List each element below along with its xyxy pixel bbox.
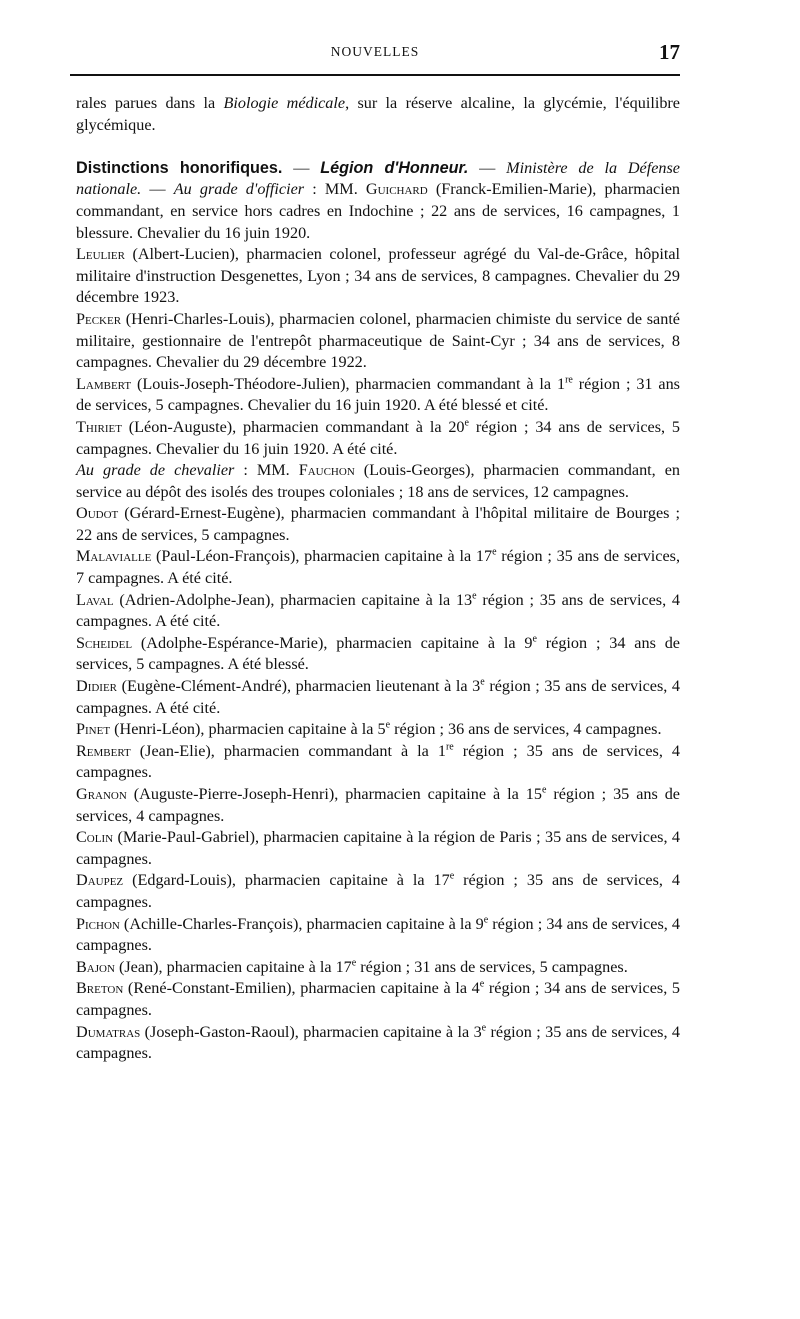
- person-details: région ; 35 ans de services, 4 campagnes.: [76, 1022, 680, 1063]
- ordinal-suffix: e: [472, 590, 477, 602]
- entry-paragraph: [76, 914, 680, 957]
- entry-paragraph: [76, 957, 680, 979]
- person-details: (Léon-Auguste), pharmacien commandant à la 20: [121, 417, 465, 436]
- person-details: (Albert-Lucien), pharmacien colonel, professeur agrégé du Val-de-Grâce, hôpital militaire d'instruction Desgenettes, Lyon ; 34 ans de services, 8 campagnes. Chevalier du 29 décembre 1923.: [76, 245, 680, 307]
- person-details: (Jean-Elie), pharmacien commandant à la 1: [130, 741, 446, 760]
- person-name: Dumatras: [76, 1022, 141, 1041]
- ordinal-suffix: e: [464, 417, 469, 429]
- section-distinctions: [76, 158, 680, 244]
- person-details: (Adrien-Adolphe-Jean), pharmacien capitaine à la 13: [113, 590, 473, 609]
- running-title: NOUVELLES: [330, 44, 420, 59]
- person-details: (René-Constant-Emilien), pharmacien capitaine à la 4: [123, 979, 480, 998]
- entry-paragraph: [76, 827, 680, 870]
- person-details: (Franck-Emilien-Marie), pharmacien commandant, en service hors cadres en Indochine ; 22 ans de services, 16 campagnes, 1 blessure. Chevalier du 16 juin 1920.: [76, 180, 680, 242]
- person-details: région ; 35 ans de services, 4 campagnes. A été cité.: [76, 590, 680, 631]
- mm-label: : MM.: [304, 180, 366, 199]
- entry-paragraph: [76, 590, 680, 633]
- person-details: (Gérard-Ernest-Eugène), pharmacien commandant à l'hôpital militaire de Bourges ; 22 ans de services, 5 campagnes.: [76, 504, 680, 544]
- intro-text: rales parues dans la: [76, 94, 224, 112]
- grade-chevalier: Au grade de chevalier: [76, 461, 235, 480]
- person-details: région ; 34 ans de services, 5 campagnes. Chevalier du 16 juin 1920. A été cité.: [76, 417, 680, 458]
- person-name: Fauchon: [298, 461, 355, 480]
- person-details: région ; 31 ans de services, 5 campagnes. Chevalier du 16 juin 1920. A été blessé et cité.: [76, 374, 680, 415]
- entry-paragraph: [76, 784, 680, 827]
- person-details: (Paul-Léon-François), pharmacien capitaine à la 17: [151, 547, 493, 566]
- person-name: Pichon: [76, 914, 120, 933]
- dash: —: [468, 158, 507, 177]
- person-details: (Louis-Joseph-Théodore-Julien), pharmacien commandant à la 1: [131, 374, 566, 393]
- page-number: 17: [659, 40, 680, 64]
- person-details: (Joseph-Gaston-Raoul), pharmacien capitaine à la 3: [140, 1022, 482, 1041]
- ordinal-suffix: e: [351, 957, 357, 969]
- mm-label: : MM.: [234, 461, 299, 480]
- person-details: région ; 35 ans de services, 4 campagnes.: [76, 741, 680, 782]
- person-details: (Marie-Paul-Gabriel), pharmacien capitaine à la région de Paris ; 35 ans de services, 4 campagnes.: [76, 828, 680, 868]
- ordinal-suffix: re: [445, 741, 454, 753]
- entry-paragraph: [76, 309, 680, 374]
- section-heading: Distinctions honorifiques.: [76, 158, 283, 177]
- person-name: Daupez: [76, 871, 124, 890]
- entry-paragraph: [76, 374, 680, 417]
- person-details: (Auguste-Pierre-Joseph-Henri), pharmacien capitaine à la 15: [126, 785, 542, 803]
- person-details: région ; 34 ans de services, 5 campagnes.: [76, 979, 681, 1019]
- spacer: [76, 136, 680, 158]
- person-details: région ; 35 ans de services, 4 campagnes.: [76, 871, 681, 911]
- person-details: (Edgard-Louis), pharmacien capitaine à la 17: [123, 871, 450, 890]
- ministry-heading: Ministère de la Défense nationale.: [76, 158, 680, 199]
- person-name: Colin: [76, 828, 114, 847]
- person-name: Guichard: [365, 180, 428, 199]
- person-name: Oudot: [76, 504, 119, 523]
- person-name: Leulier: [76, 245, 125, 264]
- ordinal-suffix: e: [449, 870, 455, 882]
- grade-officer: Au grade d'officier: [173, 180, 305, 199]
- entry-paragraph: [76, 546, 680, 589]
- ordinal-suffix: e: [532, 633, 537, 645]
- person-details: région ; 36 ans de services, 4 campagnes.: [390, 720, 662, 739]
- person-details: région ; 35 ans de services, 4 campagnes.: [76, 785, 680, 825]
- ordinal-suffix: e: [483, 914, 489, 926]
- entry-paragraph: [76, 676, 680, 719]
- journal-title: Biologie médicale: [223, 94, 346, 112]
- person-name: Malavialle: [76, 547, 152, 566]
- person-name: Granon: [76, 785, 127, 803]
- person-name: Pecker: [76, 309, 122, 328]
- entry-paragraph: [76, 1022, 680, 1065]
- ordinal-suffix: e: [492, 547, 497, 559]
- entry-paragraph: [76, 417, 680, 460]
- entry-paragraph: [76, 870, 680, 913]
- legion-heading: Légion d'Honneur.: [320, 158, 469, 177]
- person-details: (Henri-Léon), pharmacien capitaine à la 5: [110, 720, 386, 739]
- page-header: [70, 40, 680, 68]
- person-name: Pinet: [76, 720, 111, 739]
- ordinal-suffix: e: [385, 719, 391, 731]
- person-details: région ; 34 ans de services, 5 campagnes. A été blessé.: [76, 633, 680, 674]
- person-details: région ; 31 ans de services, 5 campagnes.: [356, 957, 628, 976]
- entry-paragraph: [76, 978, 680, 1021]
- ordinal-suffix: re: [565, 374, 573, 386]
- person-details: (Henri-Charles-Louis), pharmacien colonel, pharmacien chimiste du service de santé militaire, gestionnaire de l'entrepôt pharmaceutique de Saint-Cyr ; 34 ans de services, 8 campagnes. Chevalier du 29 décembre 1922.: [76, 309, 680, 372]
- entry-paragraph: [76, 633, 680, 676]
- ordinal-suffix: e: [541, 784, 547, 796]
- person-details: région ; 34 ans de services, 4 campagnes.: [76, 914, 680, 955]
- page-body: [76, 93, 680, 1065]
- header-rule: [70, 74, 680, 76]
- entry-paragraph: [76, 719, 680, 741]
- person-details: (Adolphe-Espérance-Marie), pharmacien capitaine à la 9: [132, 633, 533, 652]
- dash: —: [141, 180, 174, 199]
- intro-text-end: , sur la réserve alcaline, la glycémie, l'équilibre glycémique.: [76, 94, 680, 134]
- person-name: Rembert: [76, 741, 131, 760]
- person-name: Breton: [76, 979, 124, 998]
- entry-paragraph: [76, 460, 680, 503]
- dash: —: [282, 158, 321, 177]
- person-name: Laval: [76, 590, 114, 609]
- intro-paragraph: [76, 93, 680, 136]
- person-details: (Eugène-Clément-André), pharmacien lieutenant à la 3: [117, 677, 481, 696]
- person-details: (Jean), pharmacien capitaine à la 17: [114, 957, 352, 976]
- entry-paragraph: [76, 244, 680, 309]
- person-name: Thiriet: [76, 417, 122, 436]
- person-details: (Achille-Charles-François), pharmacien capitaine à la 9: [119, 914, 484, 933]
- person-name: Scheidel: [76, 633, 133, 652]
- person-details: région ; 35 ans de services, 7 campagnes. A été cité.: [76, 547, 681, 588]
- entry-paragraph: [76, 741, 680, 784]
- ordinal-suffix: e: [481, 1022, 487, 1034]
- person-details: région ; 35 ans de services, 4 campagnes. A été cité.: [76, 677, 681, 717]
- person-name: Didier: [76, 677, 118, 696]
- person-details: (Louis-Georges), pharmacien commandant, en service au dépôt des isolés des troupes coloniales ; 18 ans de services, 12 campagnes.: [76, 461, 681, 501]
- ordinal-suffix: e: [479, 978, 485, 990]
- person-name: Lambert: [76, 374, 132, 393]
- ordinal-suffix: e: [480, 676, 485, 688]
- entry-paragraph: [76, 503, 680, 546]
- person-name: Bajon: [76, 957, 115, 976]
